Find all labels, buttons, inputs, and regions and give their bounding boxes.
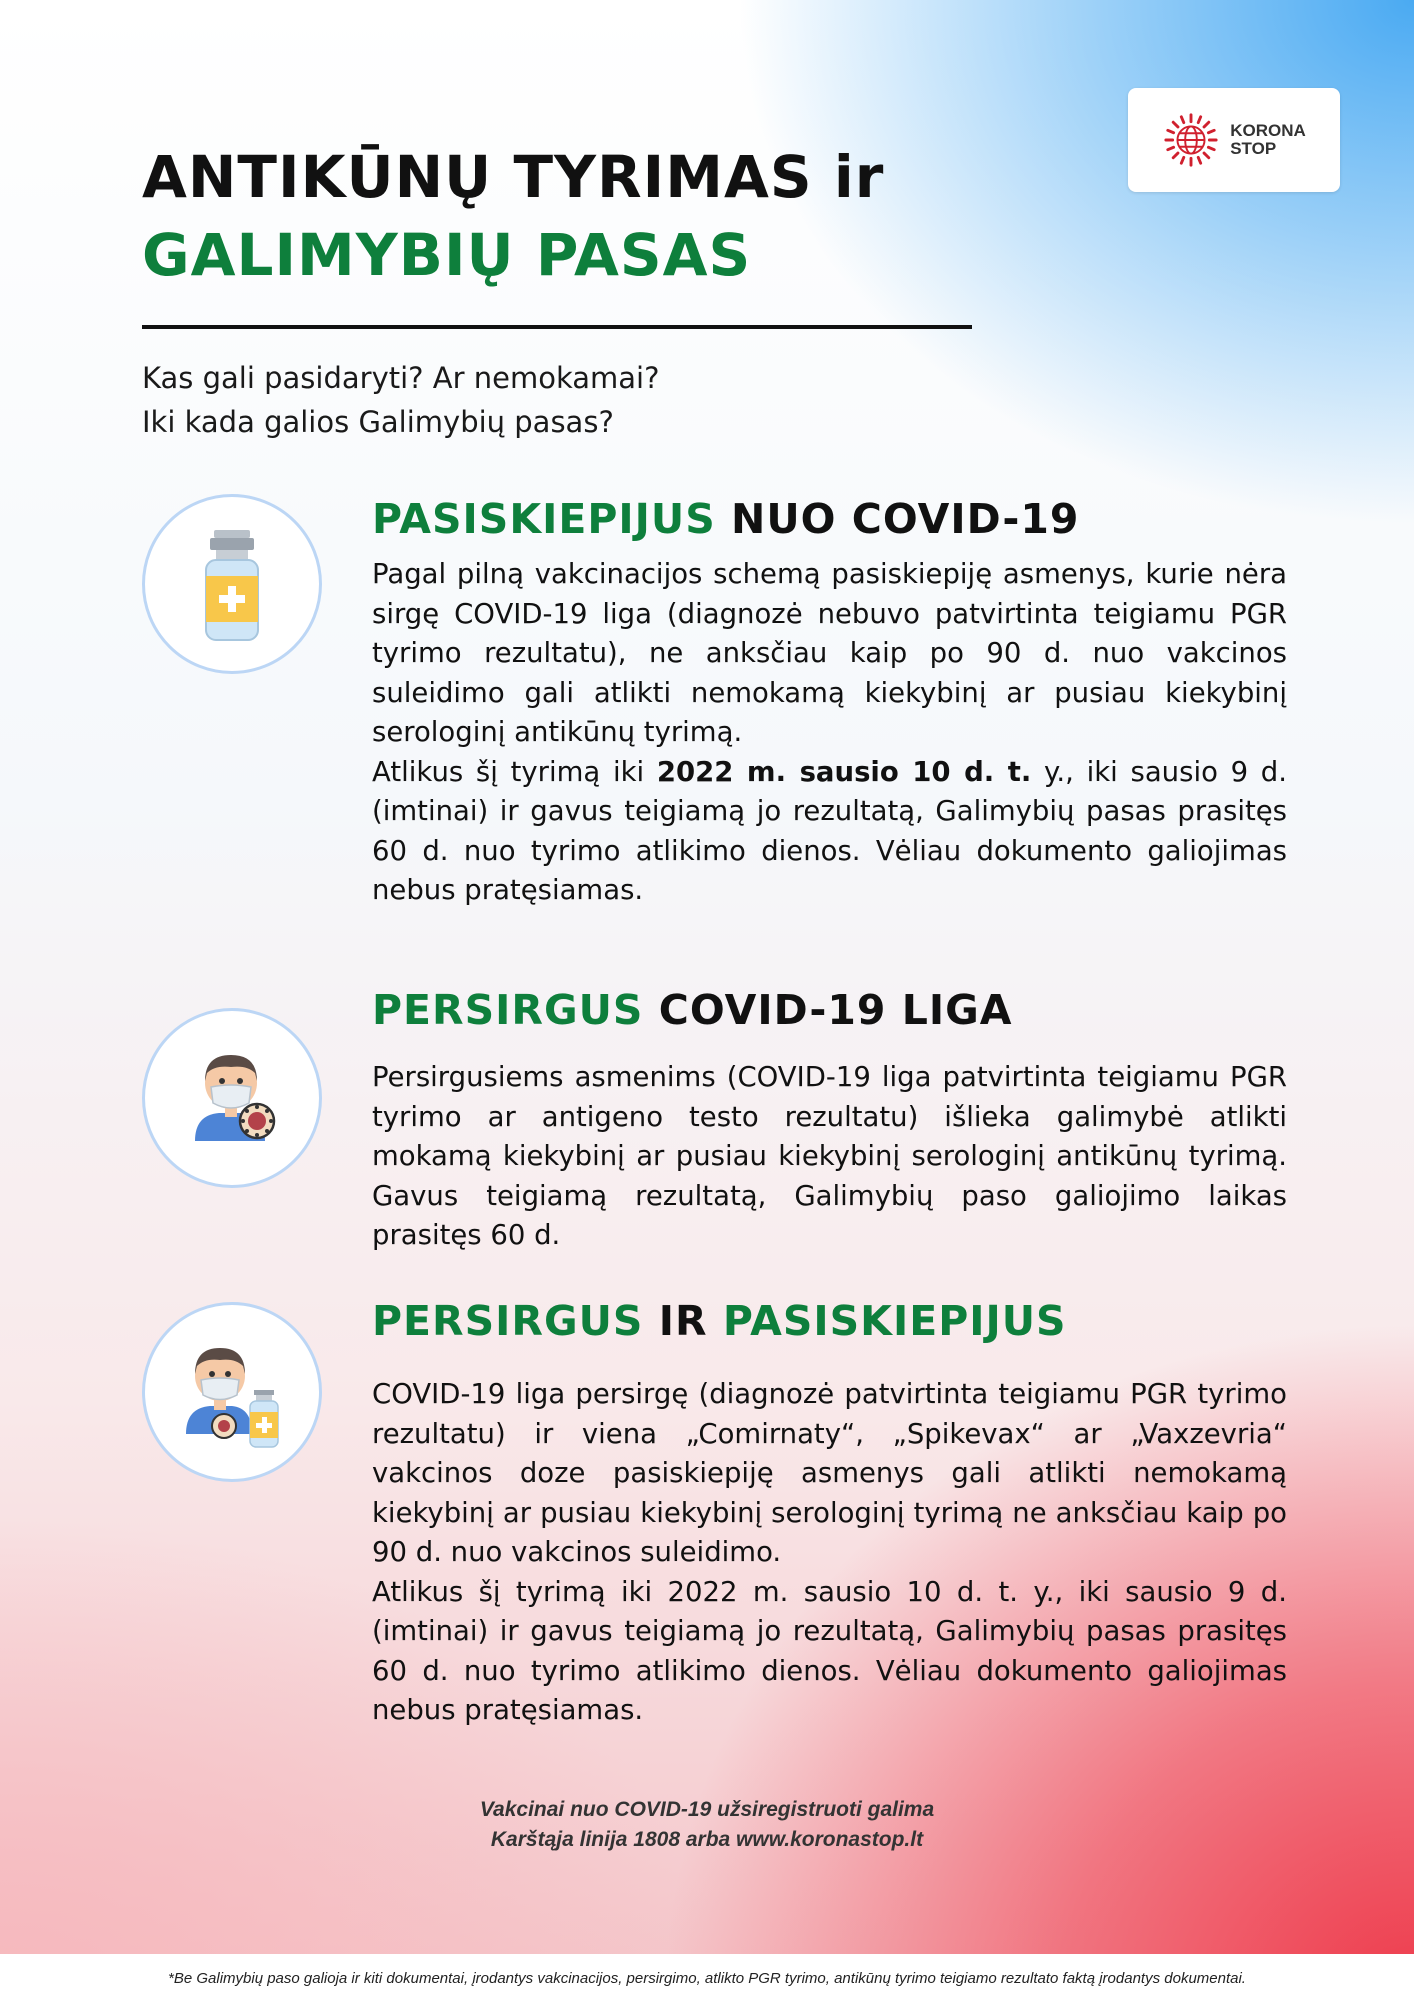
section-3-title-green-2: PASISKIEPIJUS [722,1297,1067,1345]
korona-stop-logo [1128,88,1340,192]
section-2-title-green: PERSIRGUS [372,986,644,1034]
subtitle-line-2: Iki kada galios Galimybių pasas? [142,405,614,439]
section-1-para-1: Pagal pilną vakcinacijos schemą pasiskiepiję asmenys, kurie nėra sirgę COVID-19 liga (diagnozė nebuvo patvirtinta teigiamu PGR tyrimo rezultatu), ne anksčiau kaip po 90 d. nuo vakcinos suleidimo gali atlikti nemokamą kiekybinį ar pusiau kiekybinį serologinį antikūnų tyrimą. [372,558,1287,748]
title-line-1: ANTIKŪNŲ TYRIMAS ir [142,143,885,211]
vaccine-vial-icon [192,524,272,644]
section-1-title-black: NUO COVID-19 [715,495,1080,543]
section-1-icon-circle [142,494,322,674]
recovered-vaccinated-person-icon [172,1332,292,1452]
title-line-2: GALIMYBIŲ PASAS [142,221,752,289]
logo-line-1: KORONA [1230,121,1306,140]
section-3-title-black: IR [643,1297,723,1345]
subtitle [142,356,659,444]
registration-note-line-2: Karštąja linija 1808 arba www.koronastop.lt [490,1828,924,1851]
section-1-body [372,555,1287,911]
section-3-body [372,1375,1287,1731]
section-2-title-black: COVID-19 LIGA [643,986,1013,1034]
section-3-icon-circle [142,1302,322,1482]
section-1-title [372,494,1079,544]
section-1-para-2-post: y., iki sausio 9 d. (imtinai) ir gavus teigiamą jo rezultatą, Galimybių pasas prasitęs 60 d. nuo tyrimo atlikimo dienos. Vėliau dokumento galiojimas nebus pratęsiamas. [372,755,1287,906]
section-3-title [372,1296,1067,1346]
registration-note [0,1795,1414,1855]
section-2-title [372,985,1012,1035]
page-title [142,138,884,294]
title-divider [142,325,972,329]
subtitle-line-1: Kas gali pasidaryti? Ar nemokamai? [142,361,660,395]
recovered-person-icon [177,1043,287,1153]
section-2-body [372,1058,1287,1256]
footnote: *Be Galimybių paso galioja ir kiti dokumentai, įrodantys vakcinacijos, persirgimo, atlikto PGR tyrimo, antikūnų tyrimo teigiamo rezultato faktą įrodantys dokumentai. [168,1970,1246,1987]
logo-text [1230,122,1306,158]
logo-line-2: STOP [1230,139,1277,158]
section-3-para-1: COVID-19 liga persirgę (diagnozė patvirtinta teigiamu PGR tyrimo rezultatu) ir viena „Comirnaty“, „Spikevax“ ar „Vaxzevria“ vakcinos doze pasiskiepiję asmenys gali atlikti nemokamą kiekybinį ar pusiau kiekybinį serologinį tyrimą ne anksčiau kaip po 90 d. nuo vakcinos suleidimo. [372,1378,1287,1568]
section-3-para-2: Atlikus šį tyrimą iki 2022 m. sausio 10 d. t. y., iki sausio 9 d. (imtinai) ir gavus teigiamą jo rezultatą, Galimybių pasas prasitęs 60 d. nuo tyrimo atlikimo dienos. Vėliau dokumento galiojimas nebus pratęsiamas. [372,1575,1287,1726]
section-2-para-1: Persirgusiems asmenims (COVID-19 liga patvirtinta teigiamu PGR tyrimo ar antigeno testo rezultatu) išlieka galimybė atlikti mokamą kiekybinį ar pusiau kiekybinį serologinį antikūnų tyrimą. Gavus teigiamą rezultatą, Galimybių paso galiojimo laikas prasitęs 60 d. [372,1061,1287,1251]
registration-note-line-1: Vakcinai nuo COVID-19 užsiregistruoti galima [479,1798,935,1821]
section-1-para-2-bold: 2022 m. sausio 10 d. t. [656,755,1032,788]
section-1-para-2-pre: Atlikus šį tyrimą iki [372,755,657,788]
section-1-title-green: PASISKIEPIJUS [372,495,716,543]
section-1-para-2 [372,753,1287,911]
section-3-title-green: PERSIRGUS [372,1297,644,1345]
globe-icon [1162,111,1220,169]
section-2-icon-circle [142,1008,322,1188]
